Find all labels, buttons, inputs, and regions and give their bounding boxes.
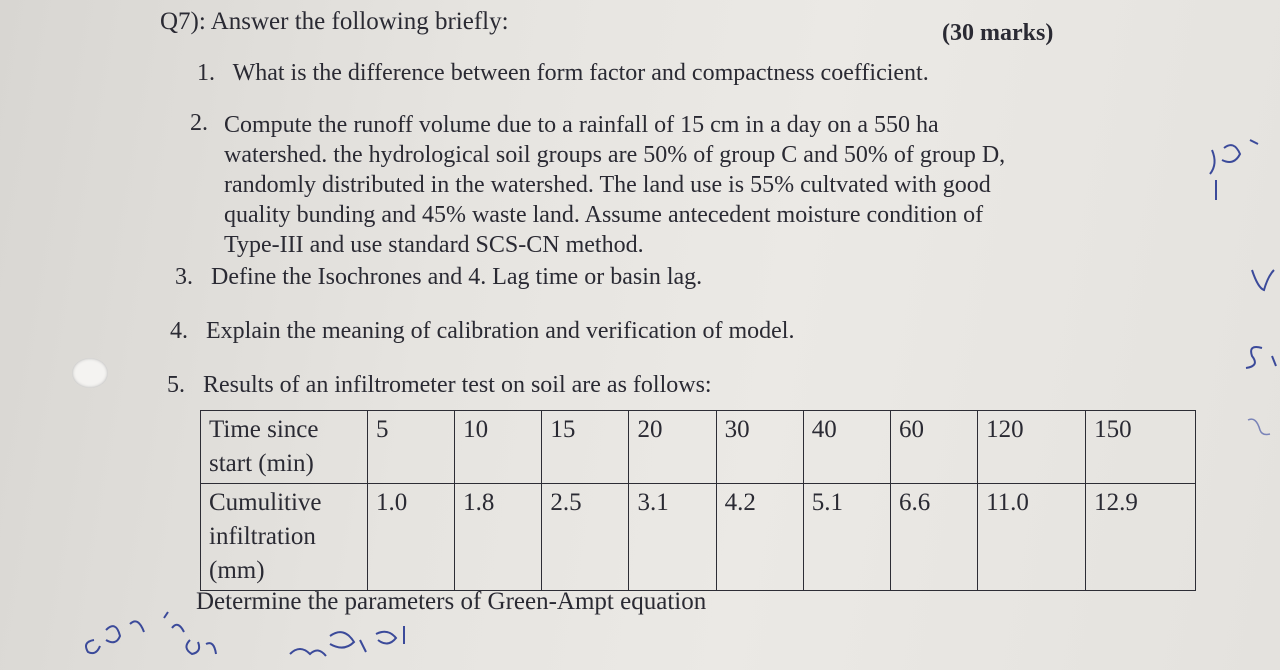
infiltration-header-cell: [201, 484, 368, 591]
time-header-cell: [201, 411, 368, 484]
time-cell: 150: [1086, 411, 1196, 484]
item-5: [167, 372, 712, 399]
item-1-number: 1.: [197, 60, 215, 86]
time-cell: 120: [978, 411, 1086, 484]
table-row-infiltration: [201, 484, 1196, 591]
item-3: [175, 264, 702, 291]
infiltration-cell: 3.1: [629, 484, 716, 591]
item-3-text: Define the Isochrones and 4. Lag time or basin lag.: [211, 264, 703, 290]
infiltration-cell: 11.0: [978, 484, 1086, 591]
time-cell: 5: [368, 411, 455, 484]
item-1: [197, 60, 929, 87]
time-header-line-1: Time since: [209, 416, 319, 443]
table-row-time: [201, 411, 1196, 484]
infiltration-header-line-3: (mm): [209, 557, 265, 584]
item-1-text: What is the difference between form factor and compactness coefficient.: [232, 60, 929, 86]
item-2-line-1: Compute the runoff volume due to a rainfall of 15 cm in a day on a 550 ha: [224, 112, 939, 138]
margin-handwriting-right: [1200, 120, 1280, 450]
item-2-line-2: watershed. the hydrological soil groups are 50% of group C and 50% of group D,: [224, 142, 1006, 168]
item-2-line-4: quality bunding and 45% waste land. Assume antecedent moisture condition of: [224, 202, 984, 228]
infiltration-header-line-2: infiltration: [209, 523, 316, 550]
time-cell: 60: [890, 411, 977, 484]
item-2-text: [224, 110, 1159, 260]
infiltration-cell: 5.1: [803, 484, 890, 591]
question-title: Q7): Answer the following briefly:: [160, 8, 509, 35]
item-4-text: Explain the meaning of calibration and verification of model.: [206, 318, 795, 344]
item-2-line-5: Type-III and use standard SCS-CN method.: [224, 232, 644, 258]
item-5-number: 5.: [167, 372, 185, 398]
item-2-line-3: randomly distributed in the watershed. The land use is 55% cultvated with good: [224, 172, 991, 198]
time-cell: 40: [803, 411, 890, 484]
time-header-line-2: start (min): [209, 450, 314, 477]
infiltration-cell: 2.5: [542, 484, 629, 591]
time-cell: 15: [542, 411, 629, 484]
question-marks: (30 marks): [942, 20, 1054, 46]
time-cell: 10: [455, 411, 542, 484]
infiltration-cell: 1.8: [455, 484, 542, 591]
punch-hole: [72, 358, 108, 388]
footer-instruction: Determine the parameters of Green-Ampt equation: [196, 588, 707, 615]
infiltration-cell: 1.0: [368, 484, 455, 591]
infiltration-cell: 6.6: [890, 484, 977, 591]
item-3-number: 3.: [175, 264, 193, 290]
item-4-number: 4.: [170, 318, 188, 344]
item-2-number: 2.: [190, 110, 208, 136]
item-5-text: Results of an infiltrometer test on soil are as follows:: [203, 372, 712, 398]
time-cell: 30: [716, 411, 803, 484]
infiltrometer-table: [200, 410, 1196, 591]
infiltration-cell: 4.2: [716, 484, 803, 591]
time-cell: 20: [629, 411, 716, 484]
infiltration-header-line-1: Cumulitive: [209, 489, 322, 516]
infiltration-cell: 12.9: [1086, 484, 1196, 591]
item-4: [170, 318, 794, 345]
